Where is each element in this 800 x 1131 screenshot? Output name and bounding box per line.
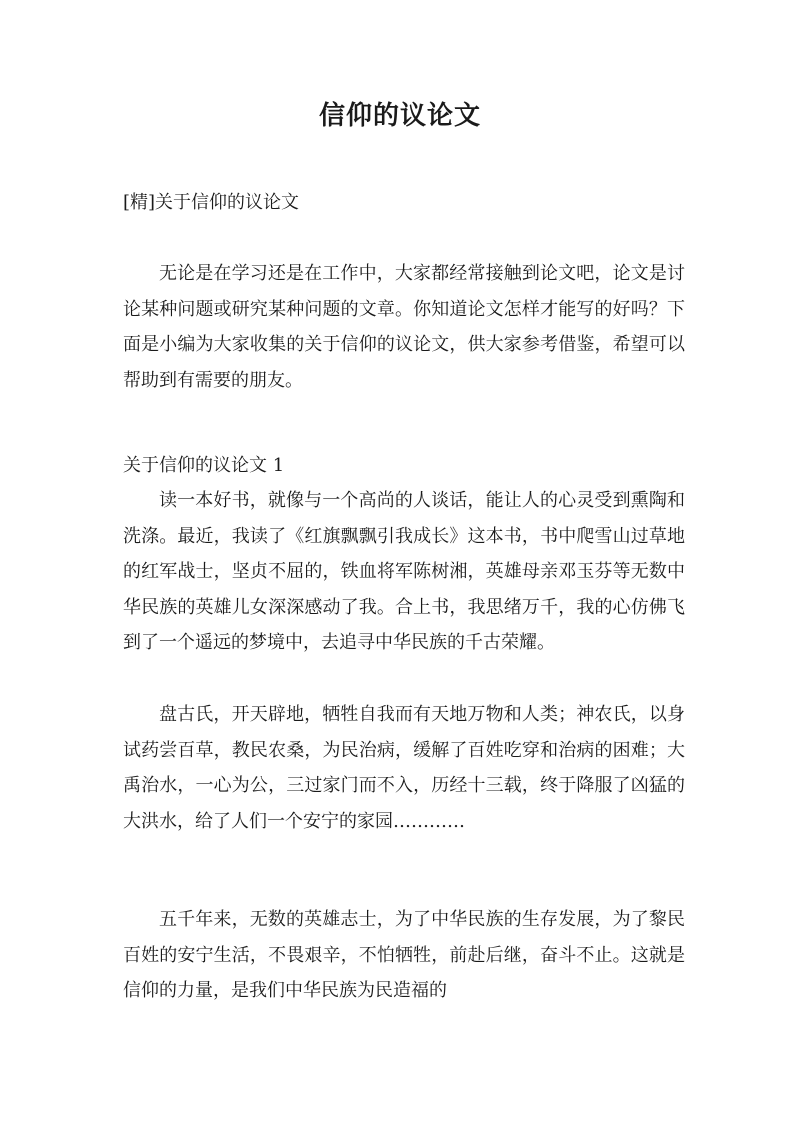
intro-paragraph: 无论是在学习还是在工作中，大家都经常接触到论文吧，论文是讨论某种问题或研究某种问题的文章。你知道论文怎样才能写的好吗？下面是小编为大家收集的关于信仰的议论文，供大家参考借鉴，希望可以帮助到有需要的朋友。 bbox=[123, 263, 685, 391]
document-subtitle: [精]关于信仰的议论文 bbox=[123, 192, 300, 213]
body-paragraph-2: 盘古氏，开天辟地，牺牲自我而有天地万物和人类；神农氏，以身试药尝百草，教民农桑，为民治病，缓解了百姓吃穿和治病的困难；大禹治水，一心为公，三过家门而不入，历经十三载，终于降服了凶猛的大洪水，给了人们一个安宁的家园………… bbox=[123, 704, 685, 832]
document-title: 信仰的议论文 bbox=[318, 101, 481, 131]
section-heading: 关于信仰的议论文 1 bbox=[123, 455, 285, 476]
body-paragraph-1: 读一本好书，就像与一个高尚的人谈话，能让人的心灵受到熏陶和洗涤。最近，我读了《红旗飘飘引我成长》这本书，书中爬雪山过草地的红军战士，坚贞不屈的，铁血将军陈树湘，英雄母亲邓玉芬等无数中华民族的英雄儿女深深感动了我。合上书，我思绪万千，我的心仿佛飞到了一个遥远的梦境中，去追寻中华民族的千古荣耀。 bbox=[123, 490, 685, 653]
body-paragraph-3: 五千年来，无数的英雄志士，为了中华民族的生存发展，为了黎民百姓的安宁生活，不畏艰辛，不怕牺牲，前赴后继，奋斗不止。这就是信仰的力量，是我们中华民族为民造福的 bbox=[123, 909, 685, 1001]
